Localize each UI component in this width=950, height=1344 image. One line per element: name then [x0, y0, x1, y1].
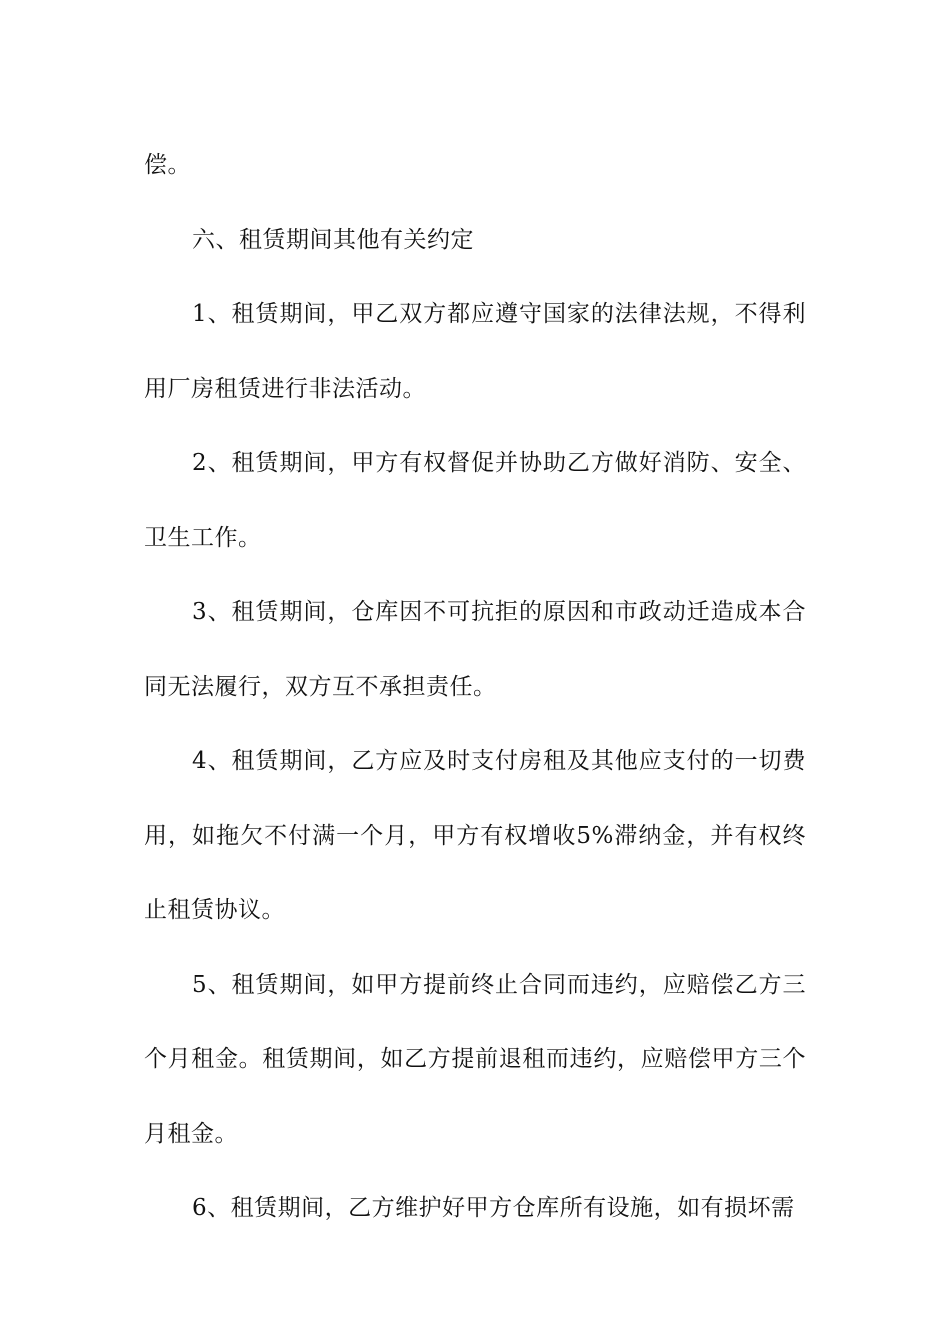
- paragraph-continuation: 偿。: [144, 152, 191, 178]
- clause-4: 4、租赁期间，乙方应及时支付房租及其他应支付的一切费用，如拖欠不付满一个月，甲方有权增收5%滞纳金，并有权终止租赁协议。: [144, 748, 806, 923]
- clause-6: 6、租赁期间，乙方维护好甲方仓库所有设施，如有损坏需: [192, 1195, 795, 1221]
- clause-2: 2、租赁期间，甲方有权督促并协助乙方做好消防、安全、卫生工作。: [144, 450, 806, 551]
- clause-5: 5、租赁期间，如甲方提前终止合同而违约，应赔偿乙方三个月租金。租赁期间，如乙方提前退租而违约，应赔偿甲方三个月租金。: [144, 971, 806, 1147]
- document-body: [144, 128, 806, 1246]
- clause-1: 1、租赁期间，甲乙双方都应遵守国家的法律法规，不得利用厂房租赁进行非法活动。: [144, 301, 806, 402]
- clause-3: 3、租赁期间，仓库因不可抗拒的原因和市政动迁造成本合同无法履行，双方互不承担责任。: [144, 599, 806, 700]
- section-heading-six: 六、租赁期间其他有关约定: [192, 226, 474, 253]
